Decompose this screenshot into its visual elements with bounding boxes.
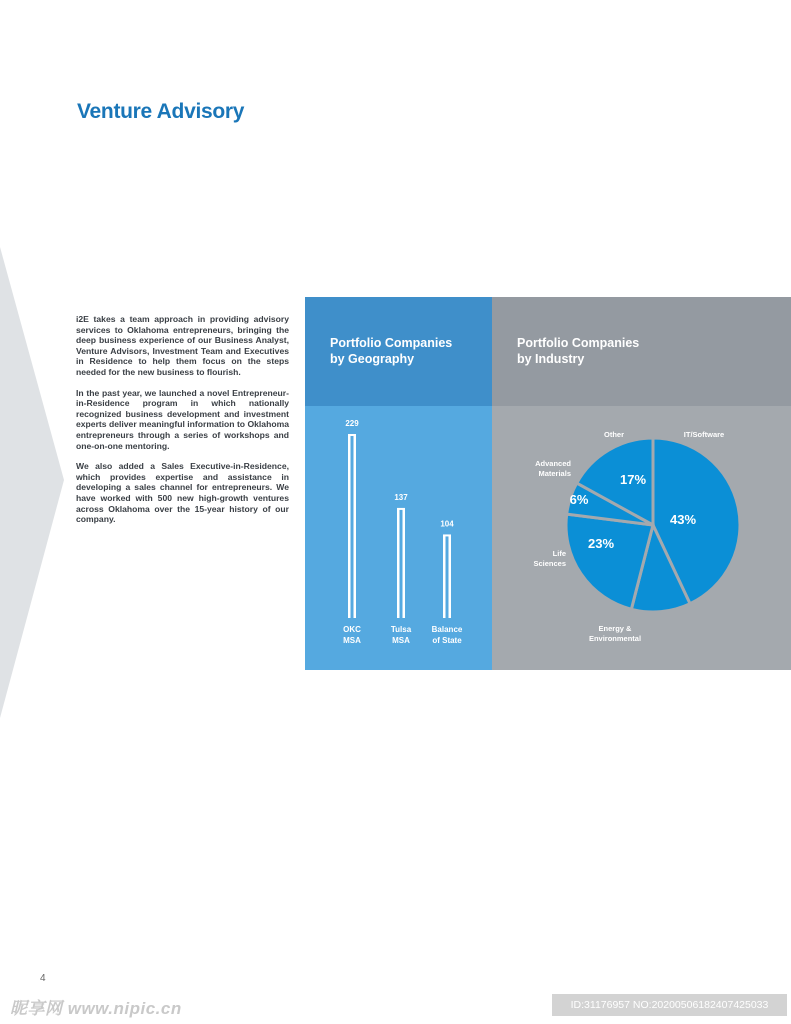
geography-chart-header xyxy=(305,297,492,406)
paragraph-3: We also added a Sales Executive-in-Residence, which provides expertise and assistance in developing a sales channel for entrepreneurs. We have worked with 500 new high-growth ventures across Oklahoma over the 15-year history of our company. xyxy=(76,461,289,525)
pie-slice-1-label-1: Energy & xyxy=(598,624,632,633)
bar-0-inner-stripe xyxy=(351,436,354,618)
bar-0-category-label-2: MSA xyxy=(343,636,361,645)
industry-chart-body xyxy=(492,406,791,670)
chevron-decoration xyxy=(0,0,70,1024)
paragraph-2: In the past year, we launched a novel Entrepreneur-in-Residence program in which nationally recognized business development and investment experts deliver meaningful information to Oklahoma entrepreneurs through a series of workshops and one-on-one mentoring. xyxy=(76,387,289,451)
bar-0-category-label-1: OKC xyxy=(343,625,361,634)
geography-chart-title: Portfolio Companies by Geography xyxy=(330,336,453,366)
pie-slice-4-label-1: Other xyxy=(603,430,625,439)
page-title: Venture Advisory xyxy=(77,100,245,123)
pie-slice-2-label-2: Sciences xyxy=(533,559,566,568)
pie-slice-3-label-1: Advanced xyxy=(535,459,571,468)
paragraph-1: i2E takes a team approach in providing advisory services to Oklahoma entrepreneurs, bringing the deep business experience of our Business Analyst, Venture Advisors, Investment Team and Executives in Residence to help them focus on the steps needed for the new business to flourish. xyxy=(76,314,289,377)
pie-slice-4-percent: 17% xyxy=(619,472,647,487)
pie-slice-2-label-1: Life xyxy=(552,549,566,558)
pie-slice-1-label-2: Environmental xyxy=(588,634,642,643)
pie-slice-0-percent: 43% xyxy=(669,512,697,527)
industry-pie-chart xyxy=(492,406,791,670)
watermark-id: ID:31176957 NO:20200506182407425033 xyxy=(552,994,787,1016)
bar-2-category-label-1: Balance xyxy=(431,625,463,634)
bar-1-category-label-2: MSA xyxy=(392,636,410,645)
bar-2-category-label-2: of State xyxy=(432,636,462,645)
geography-bar-chart xyxy=(305,406,492,670)
watermark-logo: 昵享网 www.nipic.cn xyxy=(10,999,182,1018)
body-text xyxy=(76,314,289,535)
pie-slice-0-label-1: IT/Software xyxy=(683,430,725,439)
pie-slice-2-percent: 23% xyxy=(587,536,615,551)
geography-chart-body xyxy=(305,406,492,670)
industry-chart-title: Portfolio Companies by Industry xyxy=(517,336,640,366)
bar-2-inner-stripe xyxy=(446,536,449,618)
bar-2-value-label: 104 xyxy=(440,519,454,529)
pie-slice-3-label-2: Materials xyxy=(538,469,571,478)
pie-slice-3-percent: 6% xyxy=(569,492,589,507)
page-number: 4 xyxy=(40,973,46,984)
industry-chart-header xyxy=(492,297,791,406)
bar-1-value-label: 137 xyxy=(394,492,408,502)
bar-1-inner-stripe xyxy=(400,510,403,618)
bar-1-category-label-1: Tulsa xyxy=(390,625,412,634)
bar-0-value-label: 229 xyxy=(345,419,359,428)
